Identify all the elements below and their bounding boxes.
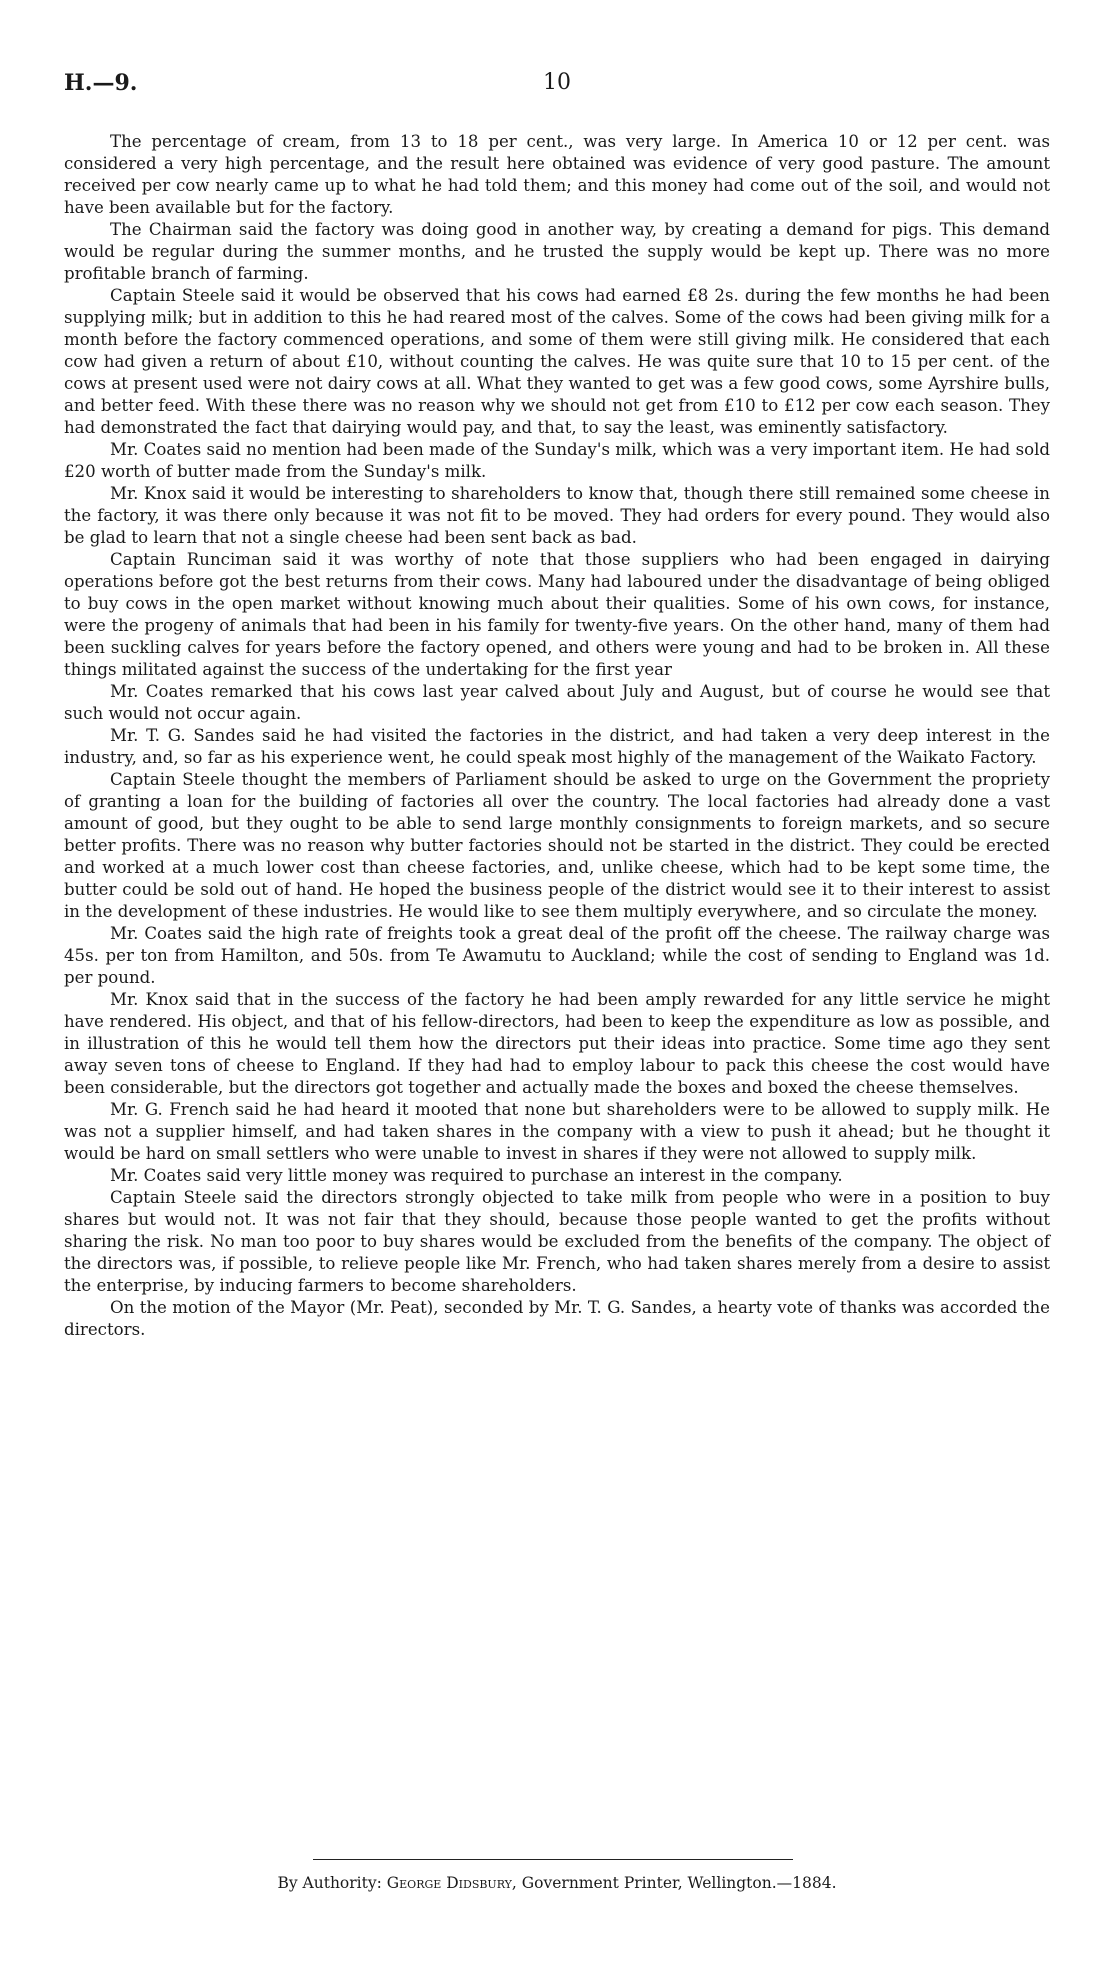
imprint-prefix: By Authority: xyxy=(277,1874,387,1892)
imprint-suffix: , Government Printer, Wellington.—1884. xyxy=(511,1874,837,1892)
paragraph: Mr. Coates said the high rate of freights took a great deal of the profit off the cheese. The railway charge was 45s. per ton from Hamilton, and 50s. from Te Awamutu to Auckland; while the cost of sending to England was 1d. per pound. xyxy=(64,924,1050,987)
imprint-printer: George Didsbury xyxy=(386,1874,512,1892)
paragraph: Mr. Coates said very little money was required to purchase an interest in the company. xyxy=(110,1166,843,1185)
paragraph: Mr. Coates remarked that his cows last year calved about July and August, but of course he would see that such would not occur again. xyxy=(64,682,1050,723)
page-header xyxy=(64,70,1050,100)
paragraph: Mr. Coates said no mention had been made of the Sunday's milk, which was a very important item. He had sold £20 worth of butter made from the Sunday's milk. xyxy=(64,440,1050,481)
paragraph: The percentage of cream, from 13 to 18 per cent., was very large. In America 10 or 12 per cent. was considered a very high percentage, and the result here obtained was evidence of very good pasture. The amount received per cow nearly came up to what he had told them; and this money had come out of the soil, and would not have been available but for the factory. xyxy=(64,132,1050,217)
footer-rule xyxy=(313,1859,793,1860)
paragraph: Captain Steele said the directors strongly objected to take milk from people who were in a position to buy shares but would not. It was not fair that they should, because those people wanted to get the profits without sharing the risk. No man too poor to buy shares would be excluded from the benefits of the company. The object of the directors was, if possible, to relieve people like Mr. French, who had taken shares merely from a desire to assist the enterprise, by inducing farmers to become shareholders. xyxy=(64,1188,1050,1295)
paragraph: On the motion of the Mayor (Mr. Peat), seconded by Mr. T. G. Sandes, a hearty vote of thanks was accorded the directors. xyxy=(64,1298,1050,1339)
paragraph: Captain Steele said it would be observed that his cows had earned £8 2s. during the few months he had been supplying milk; but in addition to this he had reared most of the calves. Some of the cows had been giving milk for a month before the factory commenced operations, and some of them were still giving milk. He considered that each cow had given a return of about £10, without counting the calves. He was quite sure that 10 to 15 per cent. of the cows at present used were not dairy cows at all. What they wanted to get was a few good cows, some Ayrshire bulls, and better feed. With these there was no reason why we should not get from £10 to £12 per cow each season. They had demonstrated the fact that dairying would pay, and that, to say the least, was eminently satisfactory. xyxy=(64,286,1050,437)
paragraph: Mr. Knox said that in the success of the factory he had been amply rewarded for any little service he might have rendered. His object, and that of his fellow-directors, had been to keep the expenditure as low as possible, and in illustration of this he would tell them how the directors put their ideas into practice. Some time ago they sent away seven tons of cheese to England. If they had had to employ labour to pack this cheese the cost would have been considerable, but the directors got together and actually made the boxes and boxed the cheese themselves. xyxy=(64,990,1050,1097)
paragraph: Captain Runciman said it was worthy of note that those suppliers who had been engaged in dairying operations before got the best returns from their cows. Many had laboured under the disadvantage of being obliged to buy cows in the open market without knowing much about their qualities. Some of his own cows, for instance, were the progeny of animals that had been in his family for twenty-five years. On the other hand, many of them had been suckling calves for years before the factory opened, and others were young and had to be broken in. All these things militated against the success of the undertaking for the first year xyxy=(64,550,1050,679)
paragraph: Mr. T. G. Sandes said he had visited the factories in the district, and had taken a very deep interest in the industry, and, so far as his experience went, he could speak most highly of the management of the Waikato Factory. xyxy=(64,726,1050,767)
document-body xyxy=(64,131,1050,1341)
paragraph: Mr. Knox said it would be interesting to shareholders to know that, though there still remained some cheese in the factory, it was there only because it was not fit to be moved. They had orders for every pound. They would also be glad to learn that not a single cheese had been sent back as bad. xyxy=(64,484,1050,547)
document-reference: H.—9. xyxy=(64,70,138,96)
paragraph: The Chairman said the factory was doing good in another way, by creating a demand for pigs. This demand would be regular during the summer months, and he trusted the supply would be kept up. There was no more profitable branch of farming. xyxy=(64,220,1050,283)
page-number: 10 xyxy=(543,70,571,95)
printer-imprint xyxy=(0,1874,1114,1892)
paragraph: Captain Steele thought the members of Parliament should be asked to urge on the Government the propriety of granting a loan for the building of factories all over the country. The local factories had already done a vast amount of good, but they ought to be able to send large monthly consignments to foreign markets, and so secure better profits. There was no reason why butter factories should not be started in the district. They could be erected and worked at a much lower cost than cheese factories, and, unlike cheese, which had to be kept some time, the butter could be sold out of hand. He hoped the business people of the district would see it to their interest to assist in the development of these industries. He would like to see them multiply everywhere, and so circulate the money. xyxy=(64,770,1050,921)
paragraph: Mr. G. French said he had heard it mooted that none but shareholders were to be allowed to supply milk. He was not a supplier himself, and had taken shares in the company with a view to push it ahead; but he thought it would be hard on small settlers who were unable to invest in shares if they were not allowed to supply milk. xyxy=(64,1100,1050,1163)
